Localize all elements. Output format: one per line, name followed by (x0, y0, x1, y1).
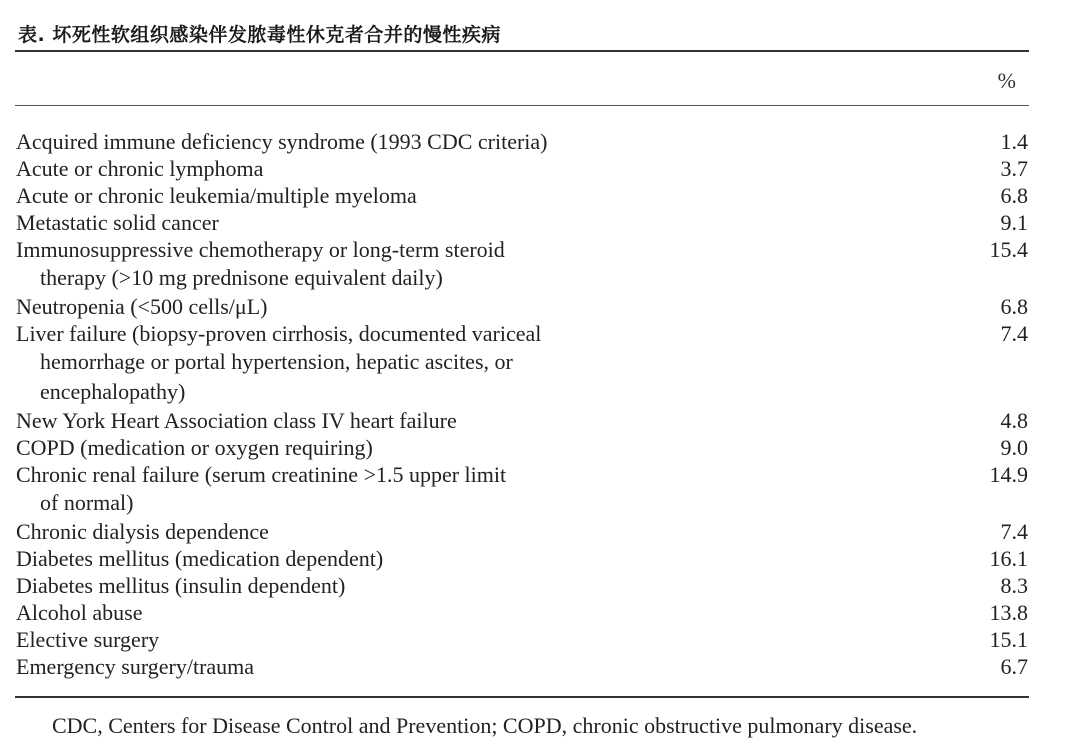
table-row (0, 209, 1080, 236)
percent-value: 3.7 (1000, 156, 1028, 181)
condition-text: Acute or chronic leukemia/multiple myeloma (16, 183, 417, 208)
condition-label (16, 599, 636, 626)
condition-text: Neutropenia (<500 cells/μL) (16, 294, 268, 319)
table-row (0, 407, 1080, 434)
percent-value: 6.8 (1000, 183, 1028, 208)
condition-text: Metastatic solid cancer (16, 210, 219, 235)
table-row (0, 653, 1080, 680)
condition-text: Elective surgery (16, 627, 160, 652)
table-row (0, 293, 1080, 320)
condition-text: Acquired immune deficiency syndrome (1993 CDC criteria) (16, 129, 548, 154)
percent-value: 15.1 (989, 627, 1028, 652)
condition-label (16, 407, 636, 434)
condition-label (16, 155, 636, 182)
percent-value: 4.8 (1000, 408, 1028, 433)
condition-text-continued: encephalopathy) (40, 379, 186, 404)
table-row (0, 182, 1080, 209)
percent-value: 6.8 (1000, 294, 1028, 319)
condition-label (16, 182, 636, 209)
condition-label (16, 626, 636, 653)
footnote: CDC, Centers for Disease Control and Prevention; COPD, chronic obstructive pulmonary disease. (52, 713, 918, 738)
condition-text: Liver failure (biopsy-proven cirrhosis, documented variceal (16, 321, 542, 346)
condition-text: Chronic renal failure (serum creatinine >1.5 upper limit (16, 462, 507, 487)
percent-value: 8.3 (1000, 573, 1028, 598)
percent-value: 9.1 (1000, 210, 1028, 235)
condition-label (16, 518, 636, 545)
condition-label (16, 434, 636, 461)
condition-label (16, 128, 636, 155)
condition-text: Chronic dialysis dependence (16, 519, 269, 544)
table-row (0, 236, 1080, 293)
condition-text: Emergency surgery/trauma (16, 654, 255, 679)
condition-label (16, 293, 636, 320)
table-row (0, 461, 1080, 518)
table-body (0, 128, 1080, 680)
condition-label (16, 209, 636, 236)
table-row (0, 434, 1080, 461)
table-row (0, 320, 1080, 407)
condition-text: Alcohol abuse (16, 600, 143, 625)
condition-text: Diabetes mellitus (medication dependent) (16, 546, 384, 571)
percent-value: 16.1 (989, 546, 1028, 571)
percent-value: 1.4 (1000, 129, 1028, 154)
percent-value: 13.8 (989, 600, 1028, 625)
percent-value: 6.7 (1000, 654, 1028, 679)
table-row (0, 155, 1080, 182)
condition-text: Acute or chronic lymphoma (16, 156, 264, 181)
percent-value: 7.4 (1000, 519, 1028, 544)
condition-text: COPD (medication or oxygen requiring) (16, 435, 373, 460)
percent-value: 7.4 (1000, 321, 1028, 346)
header-rule (15, 105, 1029, 106)
bottom-rule (15, 696, 1029, 698)
percent-column-header: % (997, 68, 1016, 93)
condition-text-continued: hemorrhage or portal hypertension, hepatic ascites, or (40, 349, 513, 374)
table-row (0, 599, 1080, 626)
condition-text: Immunosuppressive chemotherapy or long-term steroid (16, 237, 505, 262)
condition-label (16, 572, 636, 599)
condition-label (16, 320, 636, 407)
top-rule (15, 50, 1029, 52)
table-row (0, 545, 1080, 572)
table-title: 表. 坏死性软组织感染伴发脓毒性休克者合并的慢性疾病 (18, 24, 501, 46)
table-row (0, 626, 1080, 653)
table-row (0, 128, 1080, 155)
condition-label (16, 653, 636, 680)
table-row (0, 518, 1080, 545)
condition-text-continued: therapy (>10 mg prednisone equivalent daily) (40, 265, 443, 290)
condition-text-continued: of normal) (40, 490, 134, 515)
condition-label (16, 236, 636, 293)
condition-label (16, 461, 636, 518)
percent-value: 9.0 (1000, 435, 1028, 460)
condition-text: Diabetes mellitus (insulin dependent) (16, 573, 346, 598)
percent-value: 14.9 (989, 462, 1028, 487)
condition-text: New York Heart Association class IV heart failure (16, 408, 457, 433)
percent-value: 15.4 (989, 237, 1028, 262)
table-row (0, 572, 1080, 599)
condition-label (16, 545, 636, 572)
